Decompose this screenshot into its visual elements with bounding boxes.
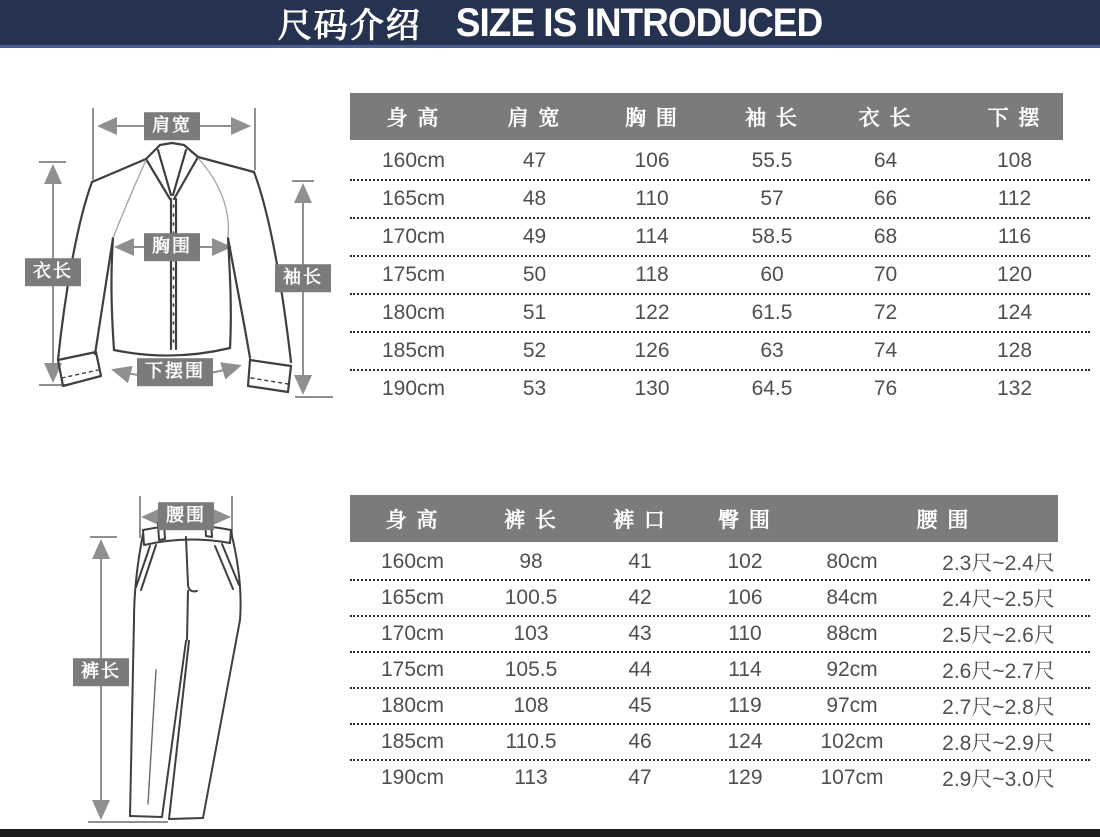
- table-cell: 160cm: [381, 149, 446, 172]
- table-cell: 126: [634, 339, 670, 362]
- table-cell: 124: [727, 730, 763, 753]
- table-cell: 118: [635, 263, 669, 286]
- table-cell: 2.9尺~3.0尺: [942, 768, 1055, 791]
- table-cell: 102cm: [820, 730, 884, 753]
- table-row: [350, 725, 1090, 761]
- table-cell: 185cm: [381, 339, 446, 362]
- table-cell: 42: [628, 586, 652, 609]
- table-cell: 98: [519, 550, 543, 573]
- table-cell: 112: [997, 187, 1032, 210]
- table-cell: 97cm: [826, 694, 878, 717]
- table-row: [350, 295, 1090, 333]
- table-cell: 114: [635, 225, 669, 248]
- table-cell: 70: [873, 263, 898, 286]
- chest-label: 胸围: [144, 233, 200, 261]
- table-cell: 60: [760, 263, 784, 286]
- table-cell: 113: [514, 766, 548, 789]
- column-header: 裤 口: [613, 508, 667, 532]
- waist-label: 腰围: [158, 502, 214, 530]
- table-cell: 100.5: [504, 586, 558, 609]
- table-cell: 110.5: [505, 730, 557, 753]
- table-row: [350, 333, 1090, 371]
- table-cell: 92cm: [826, 658, 878, 681]
- column-header: 肩 宽: [507, 106, 562, 130]
- table-cell: 2.3尺~2.4尺: [942, 552, 1055, 575]
- table-cell: 120: [996, 263, 1033, 286]
- table-cell: 46: [628, 730, 652, 753]
- table-cell: 2.4尺~2.5尺: [942, 588, 1055, 611]
- table-cell: 50: [522, 263, 547, 286]
- table-cell: 47: [628, 766, 652, 789]
- table-cell: 2.5尺~2.6尺: [942, 624, 1055, 647]
- banner: [0, 0, 1100, 48]
- column-header: 胸 围: [625, 106, 679, 130]
- table-cell: 44: [628, 658, 652, 681]
- table-cell: 66: [873, 187, 898, 210]
- table-cell: 110: [728, 622, 762, 645]
- table-cell: 55.5: [751, 149, 793, 172]
- table-row: [350, 257, 1090, 295]
- table-cell: 72: [873, 301, 898, 324]
- table-cell: 110: [635, 187, 669, 210]
- table-cell: 106: [634, 149, 670, 172]
- table-cell: 2.6尺~2.7尺: [942, 660, 1055, 683]
- table-cell: 114: [728, 658, 762, 681]
- table-row: [350, 181, 1090, 219]
- table-cell: 2.8尺~2.9尺: [942, 732, 1055, 755]
- table-row: [350, 653, 1090, 689]
- table-cell: 58.5: [751, 225, 793, 248]
- table-cell: 170cm: [381, 225, 446, 248]
- garment-length-label: 衣长: [25, 258, 81, 286]
- column-header: 臀 围: [718, 508, 772, 532]
- table-row: [350, 581, 1090, 617]
- table-row: [350, 761, 1090, 795]
- table-cell: 102: [727, 550, 763, 573]
- table-cell: 43: [628, 622, 652, 645]
- table-cell: 105.5: [504, 658, 558, 681]
- table-cell: 45: [628, 694, 652, 717]
- table-cell: 103: [513, 622, 549, 645]
- table-cell: 190cm: [380, 766, 445, 789]
- banner-title-english: SIZE IS INTRODUCED: [455, 0, 823, 45]
- table-cell: 108: [996, 149, 1033, 172]
- table-cell: 107cm: [820, 766, 884, 789]
- table-cell: 180cm: [380, 694, 445, 717]
- table-row: [350, 617, 1090, 653]
- bottom-divider-bar: [0, 829, 1100, 837]
- table-row: [350, 545, 1090, 581]
- table-cell: 57: [760, 187, 784, 210]
- table-cell: 74: [873, 339, 898, 362]
- pants-outline: [130, 520, 241, 819]
- table-cell: 47: [522, 149, 547, 172]
- table-row: [350, 143, 1090, 181]
- table-cell: 108: [513, 694, 549, 717]
- table-cell: 68: [873, 225, 898, 248]
- table-cell: 80cm: [826, 550, 878, 573]
- column-header: 下 摆: [987, 106, 1042, 130]
- hem-label: 下摆围: [137, 358, 213, 386]
- table-cell: 88cm: [826, 622, 878, 645]
- column-header: 腰 围: [916, 508, 971, 532]
- table-cell: 128: [996, 339, 1033, 362]
- banner-title-chinese: 尺码介绍: [277, 7, 422, 45]
- table-row: [350, 689, 1090, 725]
- shoulder-width-label: 肩宽: [144, 112, 200, 140]
- table-cell: 49: [522, 225, 547, 248]
- table-cell: 185cm: [380, 730, 445, 753]
- pants-table-header-row: [350, 495, 1090, 542]
- table-cell: 130: [634, 377, 670, 400]
- table-cell: 175cm: [381, 263, 446, 286]
- table-cell: 2.7尺~2.8尺: [942, 696, 1055, 719]
- table-cell: 165cm: [381, 187, 446, 210]
- table-cell: 64: [873, 149, 898, 172]
- sleeve-length-label: 袖长: [275, 264, 331, 292]
- table-cell: 165cm: [380, 586, 445, 609]
- table-cell: 170cm: [380, 622, 445, 645]
- column-header: 衣 长: [858, 106, 913, 130]
- table-cell: 124: [996, 301, 1033, 324]
- table-cell: 180cm: [381, 301, 446, 324]
- table-cell: 175cm: [380, 658, 445, 681]
- table-cell: 51: [522, 301, 547, 324]
- column-header: 裤 长: [504, 508, 558, 532]
- column-header: 身 高: [385, 508, 440, 532]
- pants-length-label: 裤长: [73, 658, 129, 686]
- table-cell: 190cm: [381, 377, 446, 400]
- shirt-outline: [58, 143, 291, 392]
- table-row: [350, 371, 1090, 407]
- table-cell: 52: [522, 339, 547, 362]
- table-cell: 106: [727, 586, 763, 609]
- pants-size-table: [350, 495, 1090, 795]
- table-cell: 64.5: [751, 377, 793, 400]
- table-cell: 48: [522, 187, 547, 210]
- table-cell: 61.5: [751, 301, 793, 324]
- table-cell: 76: [873, 377, 898, 400]
- table-cell: 129: [727, 766, 763, 789]
- table-cell: 84cm: [826, 586, 878, 609]
- table-cell: 160cm: [380, 550, 445, 573]
- column-header: 袖 长: [745, 106, 799, 130]
- table-cell: 122: [634, 301, 670, 324]
- table-row: [350, 219, 1090, 257]
- shirt-size-table: [350, 93, 1090, 407]
- table-cell: 132: [996, 377, 1033, 400]
- table-cell: 63: [760, 339, 784, 362]
- table-cell: 119: [728, 694, 762, 717]
- shirt-table-header-row: [350, 93, 1090, 140]
- table-cell: 116: [997, 225, 1032, 248]
- column-header: 身 高: [386, 106, 441, 130]
- table-cell: 53: [522, 377, 547, 400]
- table-cell: 41: [628, 550, 652, 573]
